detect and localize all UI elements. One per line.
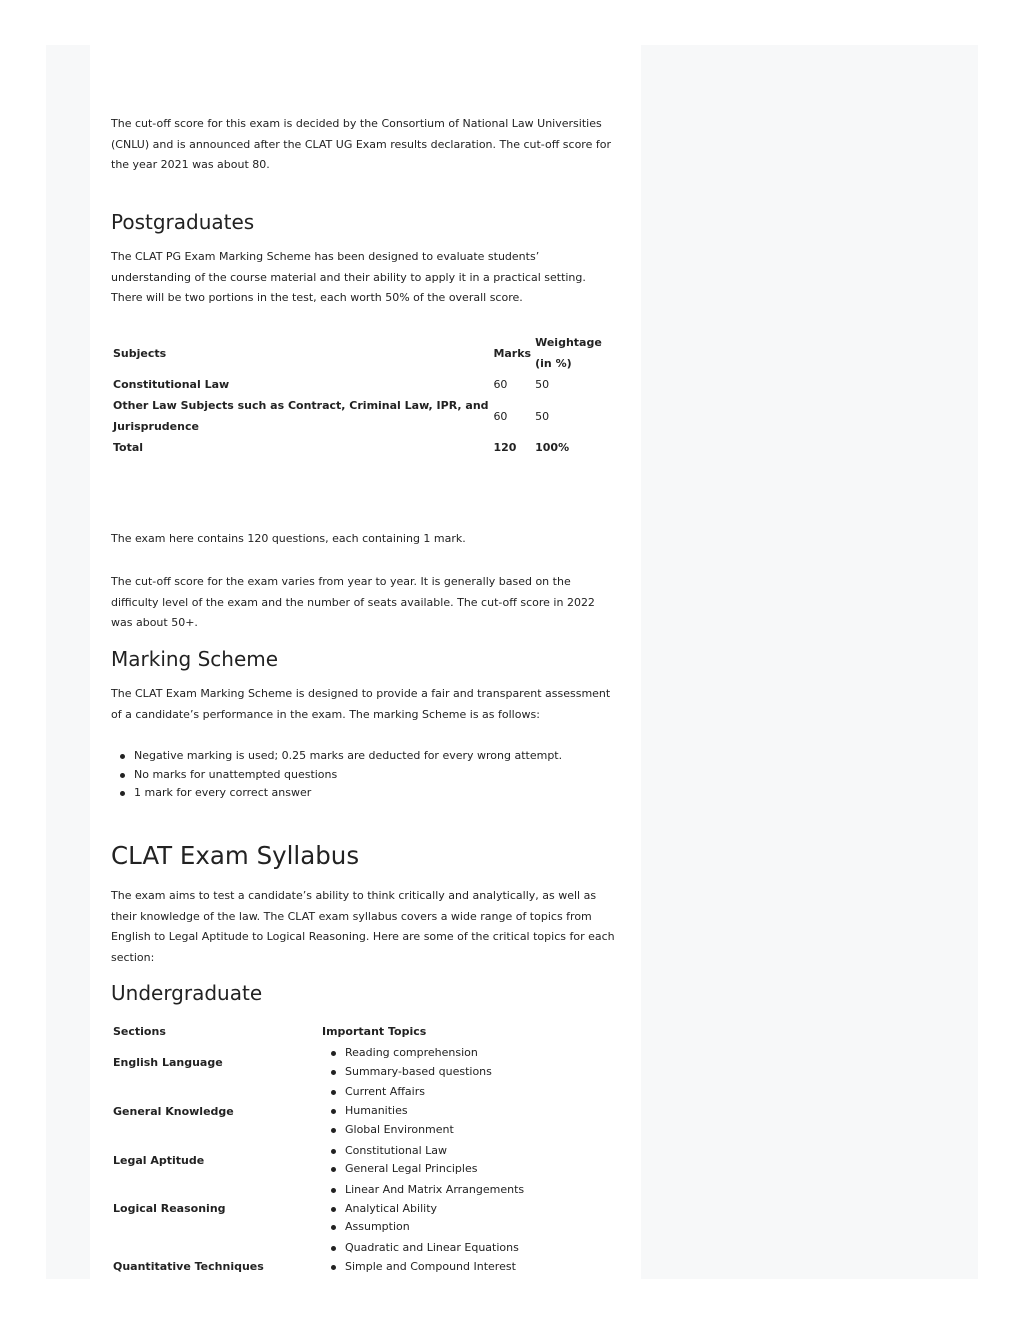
syllabus-heading: CLAT Exam Syllabus xyxy=(111,841,360,870)
total-label-cell: Total xyxy=(113,441,144,454)
section-cell: English Language xyxy=(113,1056,223,1070)
table-header-cell: Weightage (in %) xyxy=(535,336,602,370)
table-row xyxy=(111,1239,617,1276)
list-item: Simple and Compound Interest xyxy=(322,1258,615,1277)
table-row xyxy=(111,1181,617,1237)
total-marks-cell: 120 xyxy=(493,441,517,454)
topics-list xyxy=(322,1239,615,1276)
undergraduate-heading: Undergraduate xyxy=(111,981,263,1005)
total-weightage-cell: 100% xyxy=(535,441,570,454)
subject-cell: Other Law Subjects such as Contract, Criminal Law, IPR, and Jurisprudence xyxy=(113,399,489,433)
list-item: General Legal Principles xyxy=(322,1160,615,1179)
list-item: Constitutional Law xyxy=(322,1142,615,1161)
undergraduate-table xyxy=(111,1021,617,1276)
list-item: Quadratic and Linear Equations xyxy=(322,1239,615,1258)
topics-list xyxy=(322,1044,615,1081)
postgraduates-paragraph: The CLAT PG Exam Marking Scheme has been designed to evaluate students’ understanding of the course material and their ability to apply it in a practical setting. There will be two portions in the test, each worth 50% of the overall score. xyxy=(111,250,586,304)
marking-scheme-heading: Marking Scheme xyxy=(111,647,279,671)
table-header-cell: Important Topics xyxy=(322,1024,427,1038)
list-item: Assumption xyxy=(322,1218,615,1237)
syllabus-paragraph: The exam aims to test a candidate’s ability to think critically and analytically, as well as their knowledge of the law. The CLAT exam syllabus covers a wide range of topics from English to Legal Aptitude to Logical Reasoning. Here are some of the critical topics for each section: xyxy=(111,889,615,964)
section-cell: Logical Reasoning xyxy=(113,1202,226,1216)
table-header-cell: Subjects xyxy=(113,346,167,360)
topics-list xyxy=(322,1181,615,1237)
section-cell: General Knowledge xyxy=(113,1104,234,1118)
table-row xyxy=(111,374,617,395)
pg-marks-table xyxy=(111,332,617,458)
marking-scheme-list xyxy=(111,747,617,803)
table-row xyxy=(111,1142,617,1179)
list-item: No marks for unattempted questions xyxy=(111,766,617,785)
questions-note: The exam here contains 120 questions, each containing 1 mark. xyxy=(111,532,466,545)
list-item: Humanities xyxy=(322,1102,615,1121)
section-cell: Quantitative Techniques xyxy=(113,1259,264,1273)
subject-cell: Constitutional Law xyxy=(113,378,230,391)
table-header-row xyxy=(111,1021,617,1041)
topics-list xyxy=(322,1142,615,1179)
cutoff-note: The cut-off score for the exam varies from year to year. It is generally based on the difficulty level of the exam and the number of seats available. The cut-off score in 2022 was about 50+. xyxy=(111,575,595,629)
table-header-row xyxy=(111,332,617,374)
table-row xyxy=(111,395,617,437)
weightage-cell: 50 xyxy=(535,409,550,423)
topics-list xyxy=(322,1083,615,1139)
marks-cell: 60 xyxy=(493,409,508,423)
list-item: Negative marking is used; 0.25 marks are deducted for every wrong attempt. xyxy=(111,747,617,766)
list-item: Linear And Matrix Arrangements xyxy=(322,1181,615,1200)
section-cell: Legal Aptitude xyxy=(113,1153,205,1167)
page-gutter xyxy=(46,45,90,1279)
table-row xyxy=(111,1044,617,1081)
table-header-cell: Marks xyxy=(493,346,532,360)
weightage-cell: 50 xyxy=(535,378,550,391)
list-item: Current Affairs xyxy=(322,1083,615,1102)
postgraduates-heading: Postgraduates xyxy=(111,210,255,234)
marking-scheme-paragraph: The CLAT Exam Marking Scheme is designed to provide a fair and transparent assessment of a candidate’s performance in the exam. The marking Scheme is as follows: xyxy=(111,687,611,721)
marks-cell: 60 xyxy=(493,378,508,391)
list-item: Analytical Ability xyxy=(322,1200,615,1219)
list-item: Reading comprehension xyxy=(322,1044,615,1063)
list-item: Global Environment xyxy=(322,1121,615,1140)
list-item: Summary-based questions xyxy=(322,1063,615,1082)
intro-paragraph: The cut-off score for this exam is decided by the Consortium of National Law Universities (CNLU) and is announced after the CLAT UG Exam results declaration. The cut-off score for the year 2021 was about 80. xyxy=(111,117,611,171)
article xyxy=(90,45,641,1279)
table-header-cell: Sections xyxy=(113,1024,166,1038)
list-item: 1 mark for every correct answer xyxy=(111,784,617,803)
table-row xyxy=(111,1083,617,1139)
sidebar xyxy=(641,45,978,1279)
table-total-row xyxy=(111,437,617,458)
